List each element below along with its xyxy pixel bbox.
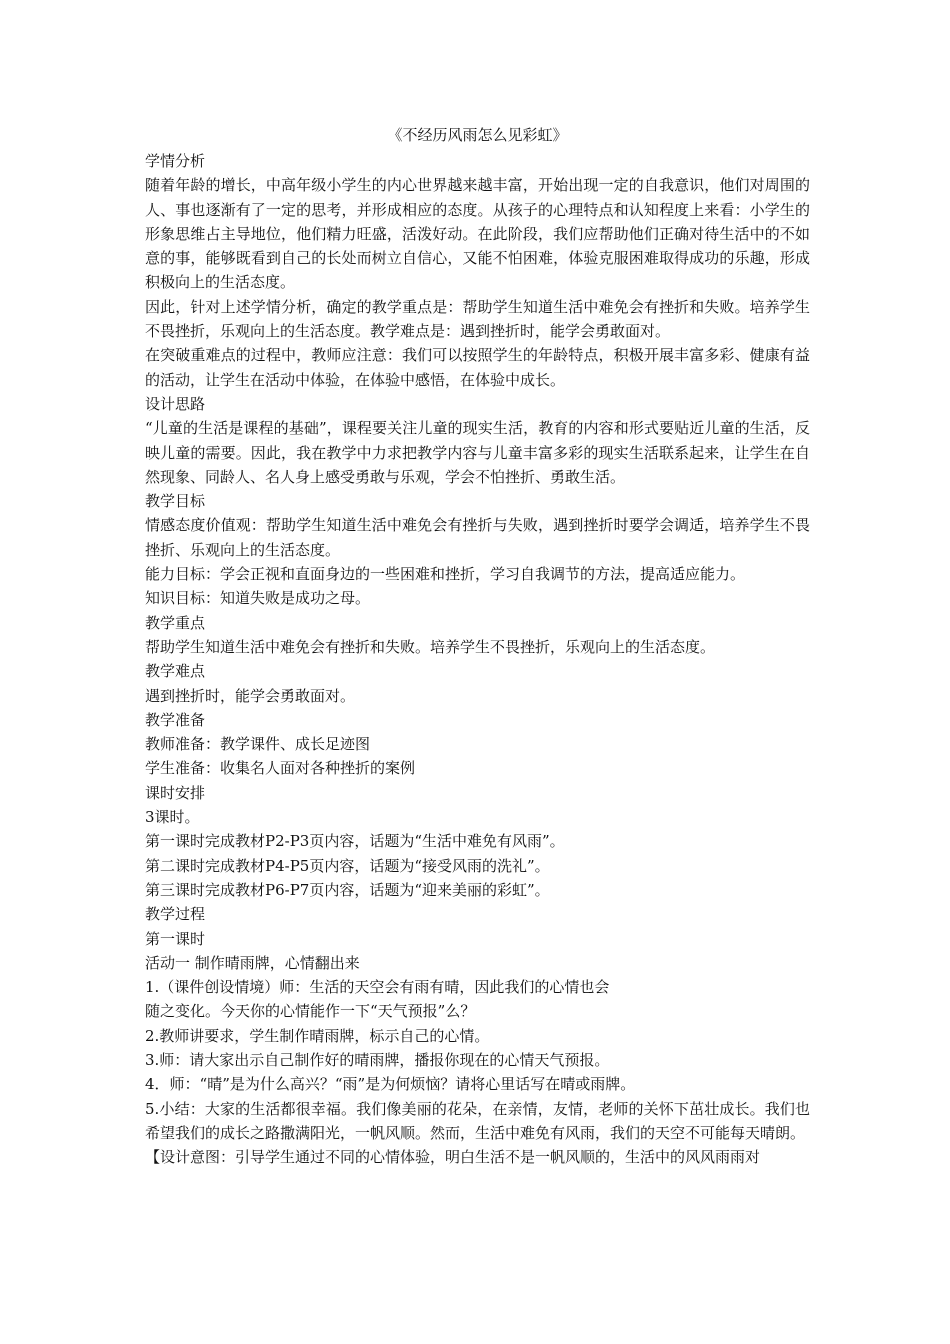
heading-teaching-focus: 教学重点 [145, 613, 206, 632]
heading-student-analysis: 学情分析 [145, 152, 206, 170]
paragraph-key-points: 因此，针对上述学情分析，确定的教学重点是：帮助学生知道生活中难免会有挫折和失败。培养学生不畏挫折，乐观向上的生活态度。教学难点是：遇到挫折时，能学会勇敢面对。 [145, 297, 810, 341]
paragraph-knowledge-goal: 知识目标：知道失败是成功之母。 [145, 589, 371, 608]
paragraph-student-preparation: 学生准备：收集名人面对各种挫折的案例 [145, 759, 416, 778]
paragraph-teacher-preparation: 教师准备：教学课件、成长足迹图 [145, 735, 371, 754]
step-two: 2.教师讲要求，学生制作晴雨牌，标示自己的心情。 [145, 1026, 490, 1045]
paragraph-class-count: 3课时。 [145, 808, 200, 827]
paragraph-teaching-focus: 帮助学生知道生活中难免会有挫折和失败。培养学生不畏挫折，乐观向上的生活态度。 [145, 637, 716, 656]
heading-first-lesson: 第一课时 [145, 929, 206, 948]
step-one: 1.（课件创设情境）师：生活的天空会有雨有晴，因此我们的心情也会 [145, 978, 610, 997]
paragraph-lesson-one: 第一课时完成教材P2-P3页内容，话题为“生活中难免有风雨”。 [145, 832, 565, 851]
paragraph-teaching-difficulty: 遇到挫折时，能学会勇敢面对。 [145, 686, 356, 705]
heading-activity-one: 活动一 制作晴雨牌，心情翻出来 [145, 953, 360, 972]
step-one-continued: 随之变化。今天你的心情能作一下“天气预报”么？ [145, 1002, 476, 1021]
heading-teaching-goals: 教学目标 [145, 492, 206, 511]
document-body [145, 123, 810, 1169]
paragraph-teacher-attention: 在突破重难点的过程中，教师应注意：我们可以按照学生的年龄特点，积极开展丰富多彩、健康有益的活动，让学生在活动中体验，在体验中感悟，在体验中成长。 [145, 346, 810, 389]
heading-teaching-preparation: 教学准备 [145, 710, 206, 729]
paragraph-emotional-goal: 情感态度价值观：帮助学生知道生活中难免会有挫折与失败，遇到挫折时要学会调适，培养学生不畏挫折、乐观向上的生活态度。 [145, 516, 810, 559]
step-five-summary: 5.小结：大家的生活都很幸福。我们像美丽的花朵，在亲情，友情，老师的关怀下茁壮成长。我们也希望我们的成长之路撒满阳光，一帆风顺。然而，生活中难免有风雨，我们的天空不可能每天晴朗。 [145, 1099, 810, 1142]
heading-design-idea: 设计思路 [145, 394, 206, 413]
heading-teaching-process: 教学过程 [145, 905, 206, 924]
step-three: 3.师：请大家出示自己制作好的晴雨牌，播报你现在的心情天气预报。 [145, 1050, 610, 1069]
paragraph-lesson-three: 第三课时完成教材P6-P7页内容，话题为“迎来美丽的彩虹”。 [145, 880, 550, 899]
paragraph-student-analysis: 随着年龄的增长，中高年级小学生的内心世界越来越丰富，开始出现一定的自我意识，他们对周围的人、事也逐渐有了一定的思考，并形成相应的态度。从孩子的心理特点和认知程度上来看：小学生的形象思维占主导地位，他们精力旺盛，活泼好动。在此阶段，我们应帮助他们正确对待生活中的不如意的事，能够既看到自己的长处而树立自信心，又能不怕困难，体验克服困难取得成功的乐趣，形成积极向上的生活态度。 [145, 176, 810, 292]
paragraph-ability-goal: 能力目标：学会正视和直面身边的一些困难和挫折，学习自我调节的方法，提高适应能力。 [145, 565, 746, 584]
heading-class-schedule: 课时安排 [145, 783, 206, 802]
step-four: 4．师：“晴”是为什么高兴？“雨”是为何烦恼？请将心里话写在晴或雨牌。 [145, 1075, 636, 1094]
design-intent: 【设计意图：引导学生通过不同的心情体验，明白生活不是一帆风顺的，生活中的风风雨雨对 [145, 1148, 761, 1167]
document-title: 《不经历风雨怎么见彩虹》 [387, 126, 568, 144]
paragraph-design-idea: “儿童的生活是课程的基础”，课程要关注儿童的现实生活，教育的内容和形式要贴近儿童的生活，反映儿童的需要。因此，我在教学中力求把教学内容与儿童丰富多彩的现实生活联系起来，让学生在自然现象、同龄人、名人身上感受勇敢与乐观，学会不怕挫折、勇敢生活。 [145, 419, 810, 486]
paragraph-lesson-two: 第二课时完成教材P4-P5页内容，话题为“接受风雨的洗礼”。 [145, 856, 550, 875]
heading-teaching-difficulty: 教学难点 [145, 662, 206, 681]
